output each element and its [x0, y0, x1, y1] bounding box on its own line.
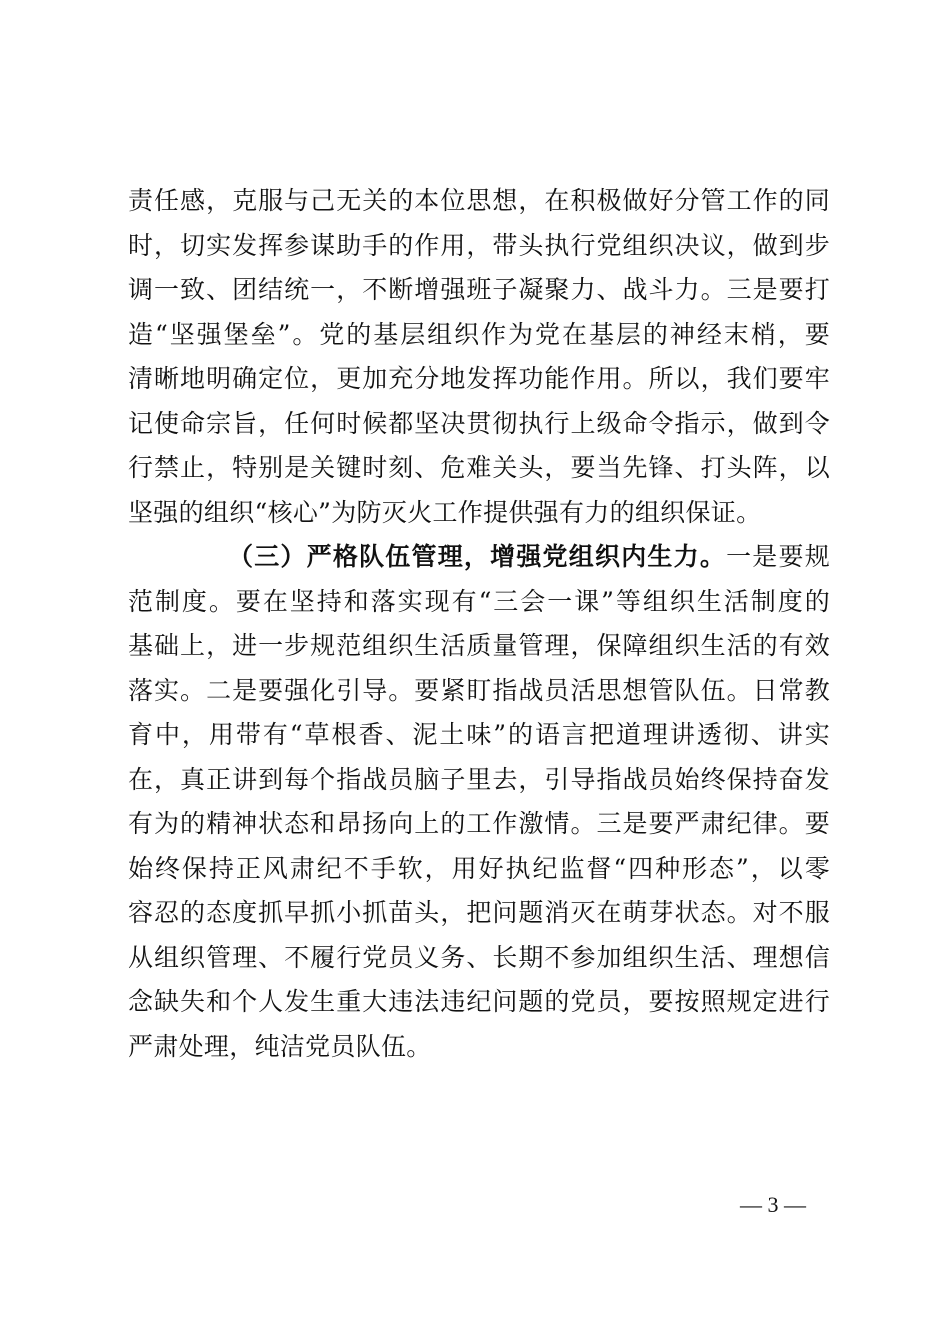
section-heading: （三）严格队伍管理，增强党组织内生力。 — [228, 542, 727, 571]
text-line: 严肃处理，纯洁党员队伍。 — [128, 1031, 432, 1061]
text-line: 育中，用带有“草根香、泥土味”的语言把道理讲透彻、讲实 — [128, 720, 830, 749]
text-line: 念缺失和个人发生重大违法违纪问题的党员，要按照规定进行 — [128, 987, 830, 1016]
text-line: 有为的精神状态和昂扬向上的工作激情。三是要严肃纪律。要 — [128, 809, 830, 838]
body-text — [128, 179, 830, 1069]
text-line: 基础上，进一步规范组织生活质量管理，保障组织生活的有效 — [128, 631, 830, 660]
text-line: 始终保持正风肃纪不手软，用好执纪监督“四种形态”，以零 — [128, 853, 830, 883]
text-line: 落实。二是要强化引导。要紧盯指战员活思想管队伍。日常教 — [128, 675, 830, 705]
page-number: — 3 — — [740, 1192, 806, 1217]
text-line: 行禁止，特别是关键时刻、危难关头，要当先锋、打头阵，以 — [128, 453, 830, 482]
text-line: 范制度。要在坚持和落实现有“三会一课”等组织生活制度的 — [128, 586, 830, 616]
text-line: 坚强的组织“核心”为防灭火工作提供强有力的组织保证。 — [128, 497, 762, 527]
text-line: 记使命宗旨，任何时候都坚决贯彻执行上级命令指示，做到令 — [128, 408, 830, 438]
text-line: 容忍的态度抓早抓小抓苗头，把问题消灭在萌芽状态。对不服 — [128, 898, 830, 927]
text-line: 责任感，克服与己无关的本位思想，在积极做好分管工作的同 — [128, 186, 830, 215]
text-line: 从组织管理、不履行党员义务、长期不参加组织生活、理想信 — [128, 942, 830, 972]
text-line: 调一致、团结统一，不断增强班子凝聚力、战斗力。三是要打 — [128, 275, 830, 304]
text-line: 时，切实发挥参谋助手的作用，带头执行党组织决议，做到步 — [128, 230, 830, 260]
section-heading-line — [128, 535, 830, 580]
text-line: 清晰地明确定位，更加充分地发挥功能作用。所以，我们要牢 — [128, 364, 830, 393]
text-line: 造“坚强堡垒”。党的基层组织作为党在基层的神经末梢，要 — [128, 319, 830, 349]
section-heading-continuation: 一是要规 — [726, 542, 831, 571]
text-line: 在，真正讲到每个指战员脑子里去，引导指战员始终保持奋发 — [128, 764, 830, 794]
